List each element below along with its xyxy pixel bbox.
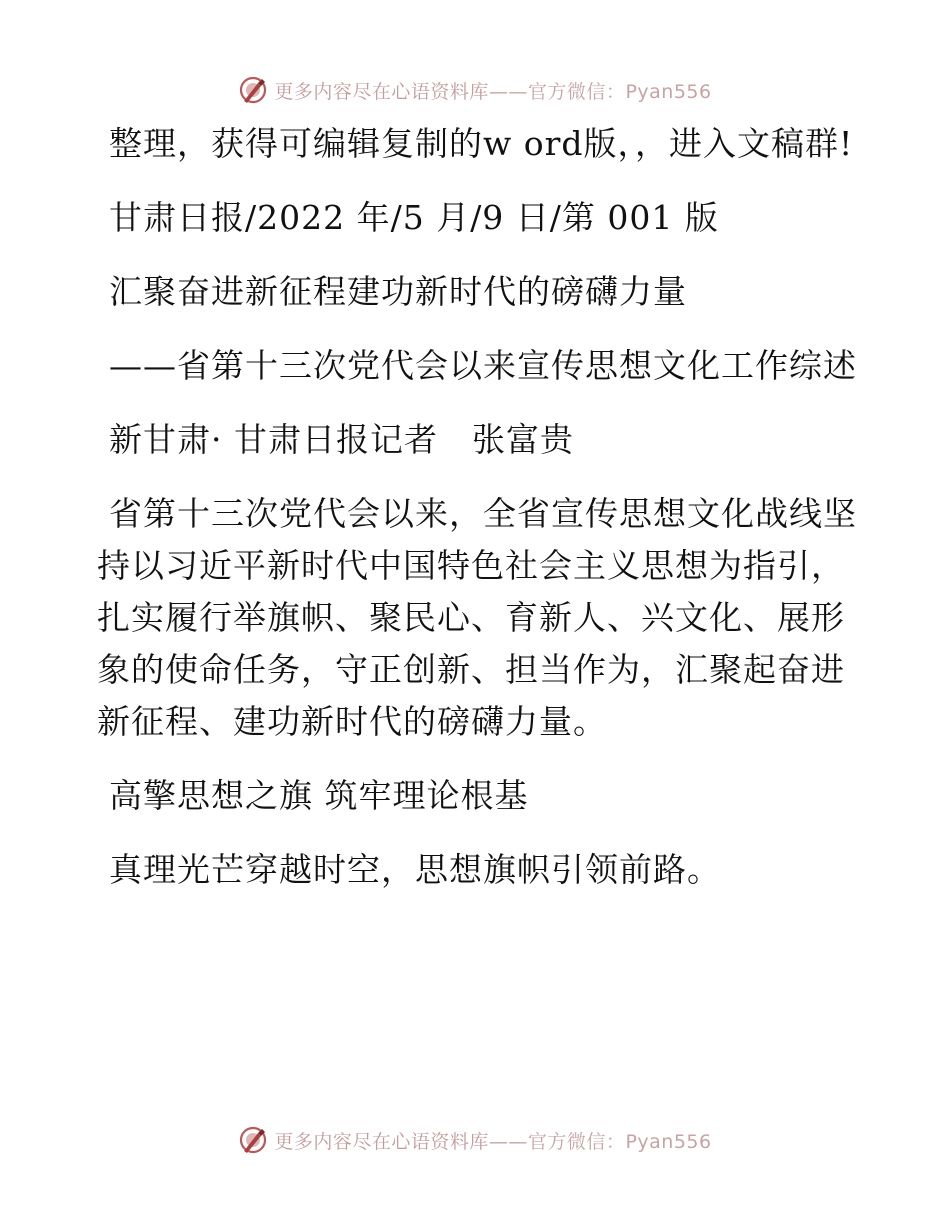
- article-title: 汇聚奋进新征程建功新时代的磅礴力量: [109, 272, 687, 311]
- watermark-text: [274, 1127, 711, 1154]
- watermark-dash: ——: [488, 80, 528, 103]
- footer-watermark: [0, 1120, 950, 1160]
- body-paragraph: 真理光芒穿越时空，思想旗帜引领前路。: [109, 850, 721, 889]
- body-paragraph: 省第十三次党代会以来，全省宣传思想文化战线坚持以习近平新时代中国特色社会主义思想为指引，扎实履行举旗帜、聚民心、育新人、兴文化、展形象的使命任务，守正创新、担当作为，汇聚起奋进新征程、建功新时代的磅礴力量。: [97, 494, 857, 741]
- document-body: [97, 118, 857, 918]
- article-subtitle: ——省第十三次党代会以来宣传思想文化工作综述: [109, 346, 857, 385]
- watermark-text: [274, 77, 711, 104]
- byline: 新甘肃· 甘肃日报记者 张富贵: [109, 420, 574, 459]
- watermark-official: 官方微信：: [527, 80, 626, 103]
- intro-note: 整理，获得可编辑复制的w ord版，，进入文稿群!: [109, 124, 854, 163]
- watermark-dash: ——: [488, 1130, 528, 1153]
- watermark-account: Pyan556: [625, 80, 712, 103]
- section-heading: 高擎思想之旗 筑牢理论根基: [109, 776, 529, 815]
- watermark-main: 更多内容尽在心语资料库: [274, 1130, 489, 1153]
- pen-logo-icon: [238, 1125, 268, 1155]
- header-watermark: [0, 70, 950, 110]
- watermark-account: Pyan556: [625, 1130, 712, 1153]
- watermark-main: 更多内容尽在心语资料库: [274, 80, 489, 103]
- source-line: 甘肃日报/2022 年/5 月/9 日/第 001 版: [109, 198, 719, 237]
- pen-logo-icon: [238, 75, 268, 105]
- watermark-official: 官方微信：: [527, 1130, 626, 1153]
